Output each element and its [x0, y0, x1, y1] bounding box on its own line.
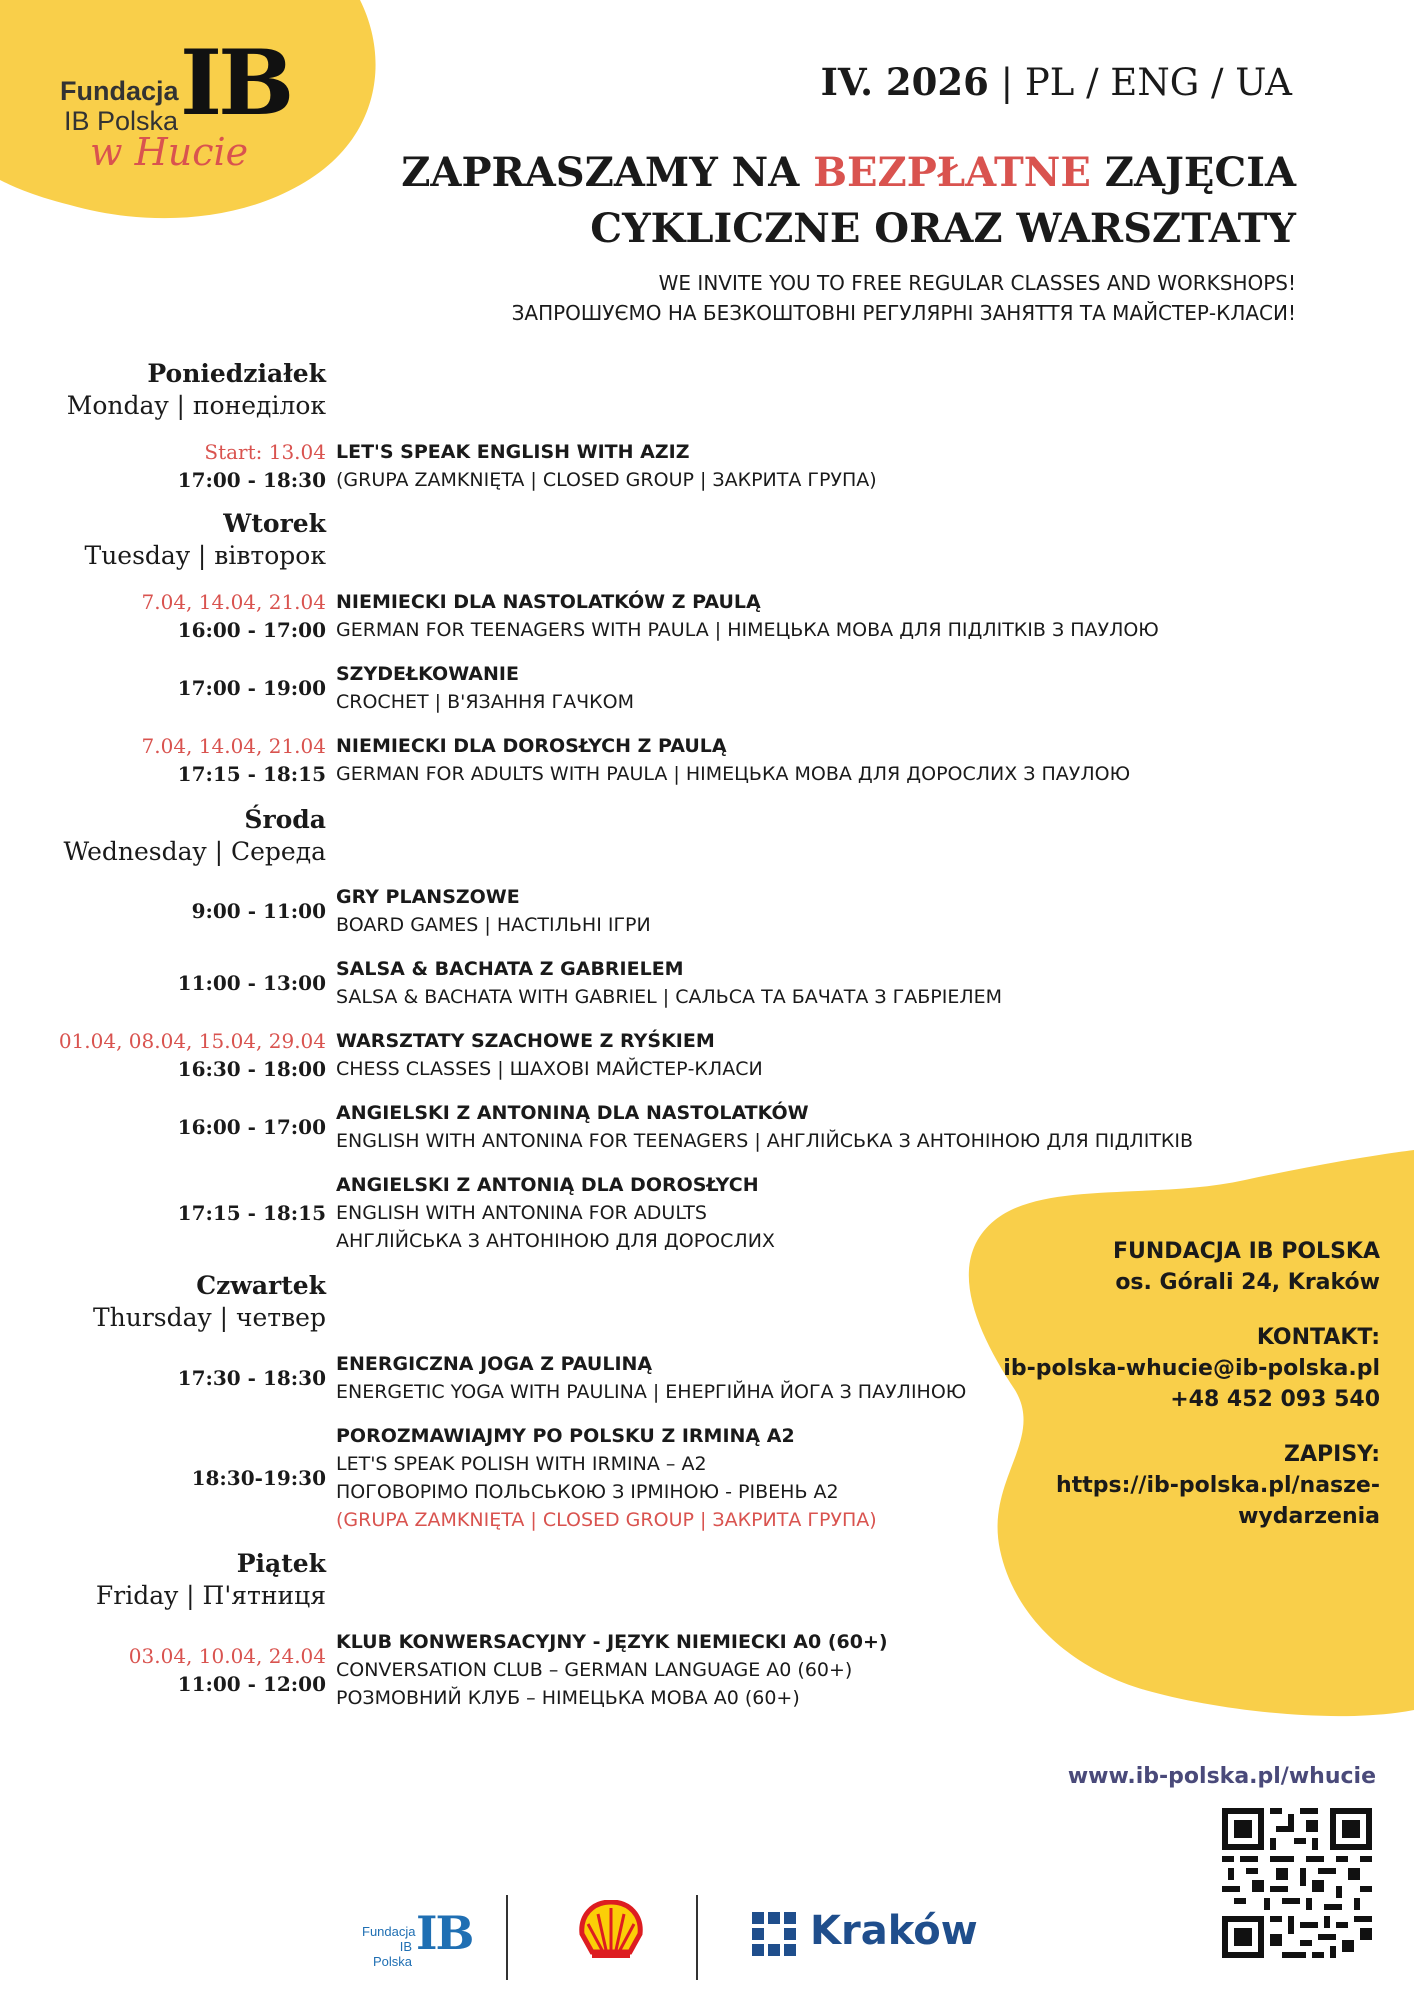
issue-date: IV. 2026 [820, 60, 989, 104]
event-time [178, 1364, 326, 1392]
event-line1: CHESS CLASSES | ШАХОВІ МАЙСТЕР-КЛАСИ [336, 1058, 763, 1080]
day-name-other: Friday | П'ятниця [95, 1581, 326, 1610]
event-title: SZYDEŁKOWANIE [336, 663, 519, 685]
event-title: KLUB KONWERSACYJNY - JĘZYK NIEMIECKI A0 (60+) [336, 1631, 888, 1653]
contact-org: FUNDACJA IB POLSKA [1113, 1239, 1380, 1264]
page-title [401, 145, 1296, 257]
event-hours: 11:00 - 13:00 [177, 971, 326, 995]
event-time [192, 1464, 326, 1492]
event-line1: (GRUPA ZAMKNIĘTA | CLOSED GROUP | ЗАКРИТА ГРУПА) [336, 469, 877, 491]
title-accent: BEZPŁATNE [813, 149, 1091, 196]
event-time [142, 732, 326, 788]
event-line1: SALSA & BACHATA WITH GABRIEL | САЛЬСА ТА БАЧАТА З ГАБРІЕЛЕМ [336, 986, 1003, 1008]
event-title: ANGIELSKI Z ANTONIĄ DLA DOROSŁYCH [336, 1174, 759, 1196]
event-line2: ПОГОВОРІМО ПОЛЬСЬКОЮ З ІРМІНОЮ - РІВЕНЬ А2 [336, 1481, 839, 1503]
event-dates: 7.04, 14.04, 21.04 [141, 734, 326, 758]
event-info [336, 1099, 1193, 1155]
event-dates: Start: 13.04 [204, 440, 326, 464]
krakow-icon [752, 1912, 796, 1956]
sponsor-divider [696, 1895, 698, 1980]
day-friday [96, 1548, 326, 1612]
logo-text [60, 76, 178, 136]
event-hours: 16:30 - 18:00 [177, 1057, 326, 1081]
event-hours: 17:30 - 18:30 [177, 1366, 326, 1390]
event-dates: 01.04, 08.04, 15.04, 29.04 [58, 1029, 326, 1053]
logo-script: w Hucie [90, 130, 249, 174]
event-dates: 03.04, 10.04, 24.04 [128, 1644, 326, 1668]
event-line1: GERMAN FOR TEENAGERS WITH PAULA | НІМЕЦЬКА МОВА ДЛЯ ПІДЛІТКІВ З ПАУЛОЮ [336, 619, 1159, 641]
event-title: POROZMAWIAJMY PO POLSKU Z IRMINĄ A2 [336, 1425, 795, 1447]
registration-link-line2[interactable]: wydarzenia [1238, 1504, 1380, 1529]
event-hours: 11:00 - 12:00 [177, 1672, 326, 1696]
registration-label: ZAPISY: [1284, 1442, 1380, 1467]
day-name-pl: Wtorek [223, 509, 326, 538]
subtitle [512, 268, 1296, 328]
event-hours: 16:00 - 17:00 [177, 1115, 326, 1139]
day-name-pl: Poniedziałek [147, 359, 326, 388]
shell-logo [578, 1900, 644, 1960]
event-title: NIEMIECKI DLA NASTOLATKÓW Z PAULĄ [336, 591, 761, 613]
event-line1: ENERGETIC YOGA WITH PAULINA | ЕНЕРГІЙНА ЙОГА З ПАУЛІНОЮ [336, 1381, 967, 1403]
event-line3: (GRUPA ZAMKNIĘTA | CLOSED GROUP | ЗАКРИТА ГРУПА) [336, 1509, 877, 1531]
event-hours: 18:30-19:30 [191, 1466, 326, 1490]
day-thursday [93, 1270, 326, 1334]
event-info [336, 660, 634, 716]
event-info [336, 1422, 877, 1534]
day-tuesday [85, 508, 326, 572]
event-hours: 16:00 - 17:00 [177, 618, 326, 642]
issue-header [821, 60, 1292, 105]
logo-line1: Fundacja [60, 76, 179, 106]
contact-email[interactable]: ib-polska-whucie@ib-polska.pl [1003, 1356, 1380, 1381]
event-hours: 17:00 - 19:00 [177, 676, 326, 700]
event-title: WARSZTATY SZACHOWE Z RYŚKIEM [336, 1030, 715, 1052]
day-wednesday [63, 804, 326, 868]
title-pre: ZAPRASZAMY NA [401, 149, 814, 196]
event-time [178, 1113, 326, 1141]
day-name-other: Tuesday | вівторок [84, 541, 326, 570]
event-time [59, 1027, 326, 1083]
event-hours: 9:00 - 11:00 [191, 899, 326, 923]
day-name-pl: Piątek [236, 1549, 326, 1578]
day-name-pl: Czwartek [196, 1271, 326, 1300]
sponsor-ib-line1: Fundacja [362, 1924, 416, 1939]
event-title: ANGIELSKI Z ANTONINĄ DLA NASTOLATKÓW [336, 1102, 809, 1124]
event-time [129, 1642, 326, 1698]
event-dates: 7.04, 14.04, 21.04 [141, 590, 326, 614]
event-time [178, 969, 326, 997]
contact-phone[interactable]: +48 452 093 540 [1170, 1387, 1380, 1412]
event-line1: LET'S SPEAK POLISH WITH IRMINA – A2 [336, 1453, 707, 1475]
event-title: ENERGICZNA JOGA Z PAULINĄ [336, 1353, 653, 1375]
event-info [336, 732, 1130, 788]
event-hours: 17:15 - 18:15 [177, 762, 326, 786]
title-post: ZAJĘCIA [1090, 149, 1296, 196]
contact-address: os. Górali 24, Kraków [1115, 1270, 1380, 1295]
day-name-other: Wednesday | Середа [63, 837, 326, 866]
event-info [336, 1350, 966, 1406]
event-info [336, 1628, 888, 1712]
sponsor-ib-line2: IB Polska [372, 1939, 412, 1969]
event-info [336, 1027, 763, 1083]
event-line1: BOARD GAMES | НАСТІЛЬНІ ІГРИ [336, 914, 651, 936]
issue-languages: | PL / ENG / UA [1000, 61, 1292, 104]
event-title: GRY PLANSZOWE [336, 886, 520, 908]
krakow-logo-text: Kraków [810, 1908, 978, 1954]
event-info [336, 955, 1002, 1011]
event-line1: ENGLISH WITH ANTONINA FOR TEENAGERS | АНГЛІЙСЬКА З АНТОНІНОЮ ДЛЯ ПІДЛІТКІВ [336, 1130, 1194, 1152]
qr-code[interactable] [1222, 1808, 1372, 1958]
sponsor-divider [506, 1895, 508, 1980]
sponsor-ib-logo [362, 1906, 473, 1970]
event-time [178, 1199, 326, 1227]
subtitle-en: WE INVITE YOU TO FREE REGULAR CLASSES AND WORKSHOPS! [658, 271, 1296, 295]
day-monday [67, 358, 326, 422]
title-line2: CYKLICZNE ORAZ WARSZTATY [590, 205, 1296, 252]
event-time [142, 588, 326, 644]
contact-panel [1003, 1236, 1380, 1532]
registration-link-line1[interactable]: https://ib-polska.pl/nasze- [1056, 1473, 1380, 1498]
event-line2: РОЗМОВНИЙ КЛУБ – НІМЕЦЬКА МОВА А0 (60+) [336, 1687, 800, 1709]
event-time [178, 438, 326, 494]
website-link[interactable]: www.ib-polska.pl/whucie [1067, 1764, 1376, 1789]
event-info [336, 1171, 775, 1255]
event-line1: CONVERSATION CLUB – GERMAN LANGUAGE A0 (60+) [336, 1659, 853, 1681]
event-info [336, 883, 651, 939]
event-info [336, 588, 1159, 644]
event-line1: ENGLISH WITH ANTONINA FOR ADULTS [336, 1202, 707, 1224]
event-line2: АНГЛІЙСЬКА З АНТОНІНОЮ ДЛЯ ДОРОСЛИХ [336, 1230, 775, 1252]
contact-label: KONTAKT: [1256, 1325, 1380, 1350]
event-info [336, 438, 877, 494]
day-name-other: Monday | понеділок [66, 391, 326, 420]
title-line1 [401, 145, 1296, 201]
event-line1: GERMAN FOR ADULTS WITH PAULA | НІМЕЦЬКА МОВА ДЛЯ ДОРОСЛИХ З ПАУЛОЮ [336, 763, 1131, 785]
subtitle-ua: ЗАПРОШУЄМО НА БЕЗКОШТОВНІ РЕГУЛЯРНІ ЗАНЯТТЯ ТА МАЙСТЕР-КЛАСИ! [511, 301, 1296, 325]
foundation-logo [60, 30, 290, 180]
event-time [178, 674, 326, 702]
day-name-pl: Środa [244, 805, 326, 834]
event-title: SALSA & BACHATA Z GABRIELEM [336, 958, 684, 980]
event-hours: 17:15 - 18:15 [177, 1201, 326, 1225]
event-hours: 17:00 - 18:30 [177, 468, 326, 492]
event-title: LET'S SPEAK ENGLISH WITH AZIZ [336, 441, 690, 463]
day-name-other: Thursday | четвер [92, 1303, 326, 1332]
logo-mark: IB [180, 30, 291, 136]
sponsor-ib-mark: IB [416, 1906, 473, 1960]
event-title: NIEMIECKI DLA DOROSŁYCH Z PAULĄ [336, 735, 727, 757]
event-line1: CROCHET | В'ЯЗАННЯ ГАЧКОМ [336, 691, 634, 713]
event-time [192, 897, 326, 925]
logo-line2: IB Polska [63, 106, 178, 136]
